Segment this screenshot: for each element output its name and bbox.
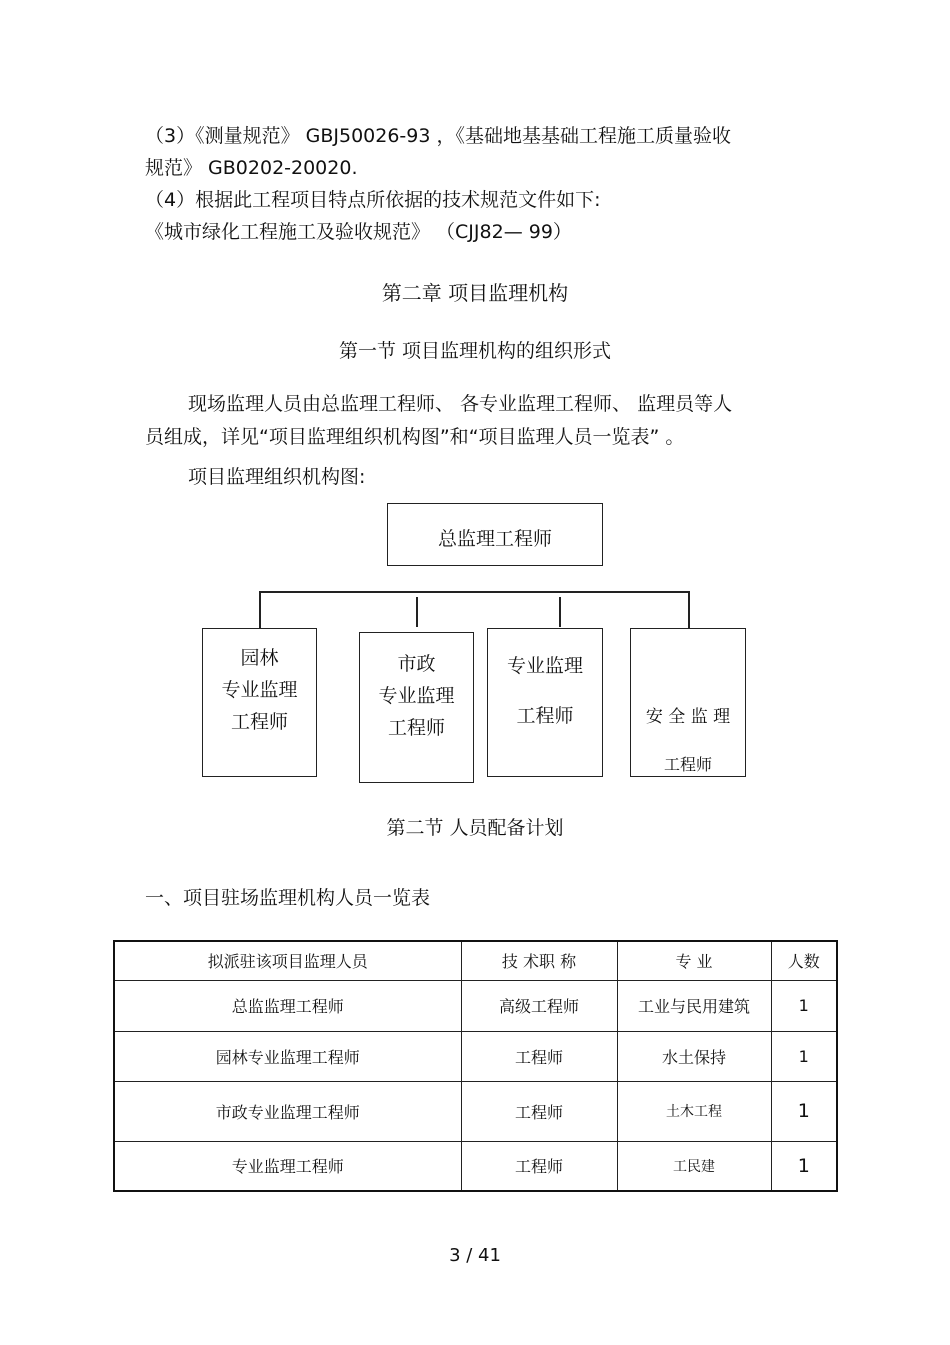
org-child-label: 专业监理 <box>221 679 298 701</box>
org-child-label: 市政 <box>397 653 436 675</box>
org-chart-caption: 项目监理组织机构图: <box>188 466 366 488</box>
org-connector <box>259 591 261 628</box>
text-line: （3）《测量规范》 GBJ50026-93 ，《基础地基基础工程施工质量验收 <box>145 125 732 147</box>
org-child-label: 工程师 <box>230 711 288 733</box>
table-cell: 1 <box>771 1031 837 1081</box>
text-line: 规范》 GB0202-20020. <box>145 157 358 179</box>
body-text-line: 员组成，详见“项目监理组织机构图”和“项目监理人员一览表” 。 <box>145 426 685 448</box>
org-child-label: 工程师 <box>663 755 712 774</box>
text-line: 《城市绿化工程施工及验收规范》 （CJJ82— 99） <box>145 221 572 243</box>
org-connector <box>688 591 690 628</box>
table-cell: 1 <box>771 980 837 1031</box>
org-connector <box>416 597 418 627</box>
table-header-cell: 拟派驻该项目监理人员 <box>114 941 461 980</box>
table-cell: 市政专业监理工程师 <box>114 1081 461 1141</box>
table-row <box>114 980 837 1031</box>
table-cell: 工民建 <box>617 1141 771 1191</box>
table-cell: 工程师 <box>461 1081 617 1141</box>
org-connector <box>559 597 561 627</box>
table-cell: 水土保持 <box>617 1031 771 1081</box>
org-root-label: 总监理工程师 <box>437 528 552 550</box>
chapter-title: 第二章 项目监理机构 <box>381 281 569 305</box>
org-child-label: 专业监理 <box>378 685 455 707</box>
table-cell: 工程师 <box>461 1141 617 1191</box>
org-child-box-landscape <box>202 628 317 777</box>
org-child-label: 园林 <box>240 647 279 669</box>
staff-table <box>113 940 838 1192</box>
org-child-label: 安 全 监 理 <box>645 707 731 727</box>
org-connector <box>259 591 689 593</box>
org-child-box-specialty <box>487 628 603 777</box>
section-title: 第二节 人员配备计划 <box>386 817 564 839</box>
table-header-cell: 人数 <box>771 941 837 980</box>
text-line: （4）根据此工程项目特点所依据的技术规范文件如下: <box>145 189 601 211</box>
subsection-title: 一、项目驻场监理机构人员一览表 <box>145 887 431 909</box>
table-cell: 土木工程 <box>617 1081 771 1141</box>
table-header-cell: 技 术职 称 <box>461 941 617 980</box>
org-child-box-safety <box>630 628 746 777</box>
table-row <box>114 1031 837 1081</box>
section-title: 第一节 项目监理机构的组织形式 <box>338 340 612 362</box>
org-child-label: 专业监理 <box>506 655 583 677</box>
table-cell: 工业与民用建筑 <box>617 980 771 1031</box>
table-cell: 总监监理工程师 <box>114 980 461 1031</box>
table-cell: 工程师 <box>461 1031 617 1081</box>
table-cell: 1 <box>771 1141 837 1191</box>
table-cell: 专业监理工程师 <box>114 1141 461 1191</box>
org-root-box <box>387 503 603 566</box>
org-child-box-municipal <box>359 632 474 783</box>
table-header-row <box>114 941 837 980</box>
table-cell: 高级工程师 <box>461 980 617 1031</box>
page-number: 3 / 41 <box>449 1245 501 1266</box>
body-text-line: 现场监理人员由总监理工程师、 各专业监理工程师、 监理员等人 <box>188 393 733 415</box>
table-cell: 园林专业监理工程师 <box>114 1031 461 1081</box>
table-cell: 1 <box>771 1081 837 1141</box>
table-row <box>114 1141 837 1191</box>
table-row <box>114 1081 837 1141</box>
org-child-label: 工程师 <box>387 717 445 739</box>
table-header-cell: 专 业 <box>617 941 771 980</box>
org-child-label: 工程师 <box>516 705 574 727</box>
